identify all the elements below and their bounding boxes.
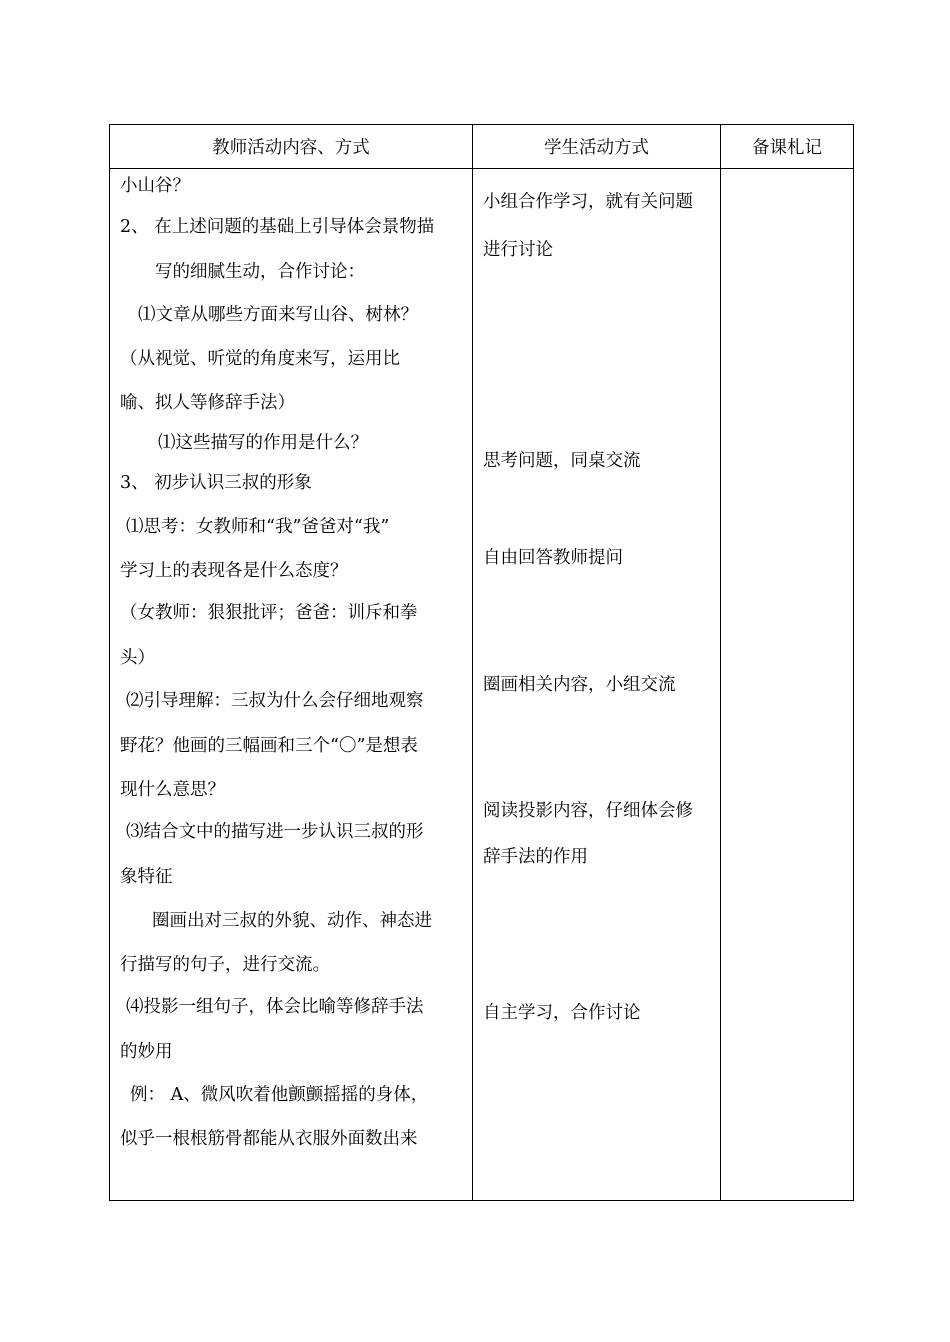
student-line: 自主学习，合作讨论 <box>483 1003 641 1023</box>
lesson-plan-table <box>109 124 854 1201</box>
teacher-line: 3、 初步认识三叔的形象 <box>120 473 312 493</box>
teacher-line: 似乎一根根筋骨都能从衣服外面数出来 <box>120 1129 418 1149</box>
teacher-line: 例： A、微风吹着他颤颤摇摇的身体， <box>130 1085 429 1105</box>
table-body-row <box>110 169 854 1201</box>
teacher-line: ⑴思考：女教师和“我”爸爸对“我” <box>126 517 390 537</box>
teacher-line: 喻、拟人等修辞手法） <box>120 393 295 413</box>
teacher-line: 象特征 <box>120 867 173 887</box>
student-line: 进行讨论 <box>483 240 553 260</box>
prep-notes-text <box>721 169 853 1200</box>
teacher-line: ⑴文章从哪些方面来写山谷、树林？ <box>138 305 418 325</box>
student-line: 思考问题，同桌交流 <box>483 451 641 471</box>
teacher-line: 行描写的句子，进行交流。 <box>120 955 330 975</box>
student-line: 圈画相关内容，小组交流 <box>483 675 676 695</box>
header-prep-notes: 备课札记 <box>721 125 854 169</box>
teacher-line: 2、 在上述问题的基础上引导体会景物描 <box>120 217 435 237</box>
teacher-line: （女教师：狠狠批评；爸爸：训斥和拳 <box>120 603 418 623</box>
student-line: 自由回答教师提问 <box>483 548 623 568</box>
student-line: 小组合作学习，就有关问题 <box>483 192 693 212</box>
student-line: 阅读投影内容，仔细体会修 <box>483 801 693 821</box>
teacher-line: ⑶结合文中的描写进一步认识三叔的形 <box>126 822 424 842</box>
teacher-line: 野花？他画的三幅画和三个“〇”是想表 <box>120 736 418 756</box>
teacher-line: 头） <box>120 648 155 668</box>
header-student-activity: 学生活动方式 <box>473 125 721 169</box>
teacher-line: 小山谷？ <box>120 176 190 196</box>
student-line: 辞手法的作用 <box>483 847 588 867</box>
teacher-line: 的妙用 <box>120 1042 173 1062</box>
table-header-row <box>110 125 854 169</box>
teacher-line: 写的细腻生动，合作讨论： <box>155 262 365 282</box>
teacher-line: ⑷投影一组句子，体会比喻等修辞手法 <box>126 997 424 1017</box>
teacher-line: 学习上的表现各是什么态度？ <box>120 561 348 581</box>
teacher-line: ⑴这些描写的作用是什么？ <box>158 433 368 453</box>
teacher-line: （从视觉、听觉的角度来写，运用比 <box>120 349 400 369</box>
teacher-line: 现什么意思？ <box>120 780 225 800</box>
teacher-line: ⑵引导理解：三叔为什么会仔细地观察 <box>126 691 424 711</box>
header-teacher-activity: 教师活动内容、方式 <box>110 125 473 169</box>
student-activity-cell <box>473 169 721 1201</box>
teacher-activity-cell <box>110 169 473 1201</box>
teacher-line: 圈画出对三叔的外貌、动作、神态进 <box>152 911 432 931</box>
prep-notes-cell <box>721 169 854 1201</box>
